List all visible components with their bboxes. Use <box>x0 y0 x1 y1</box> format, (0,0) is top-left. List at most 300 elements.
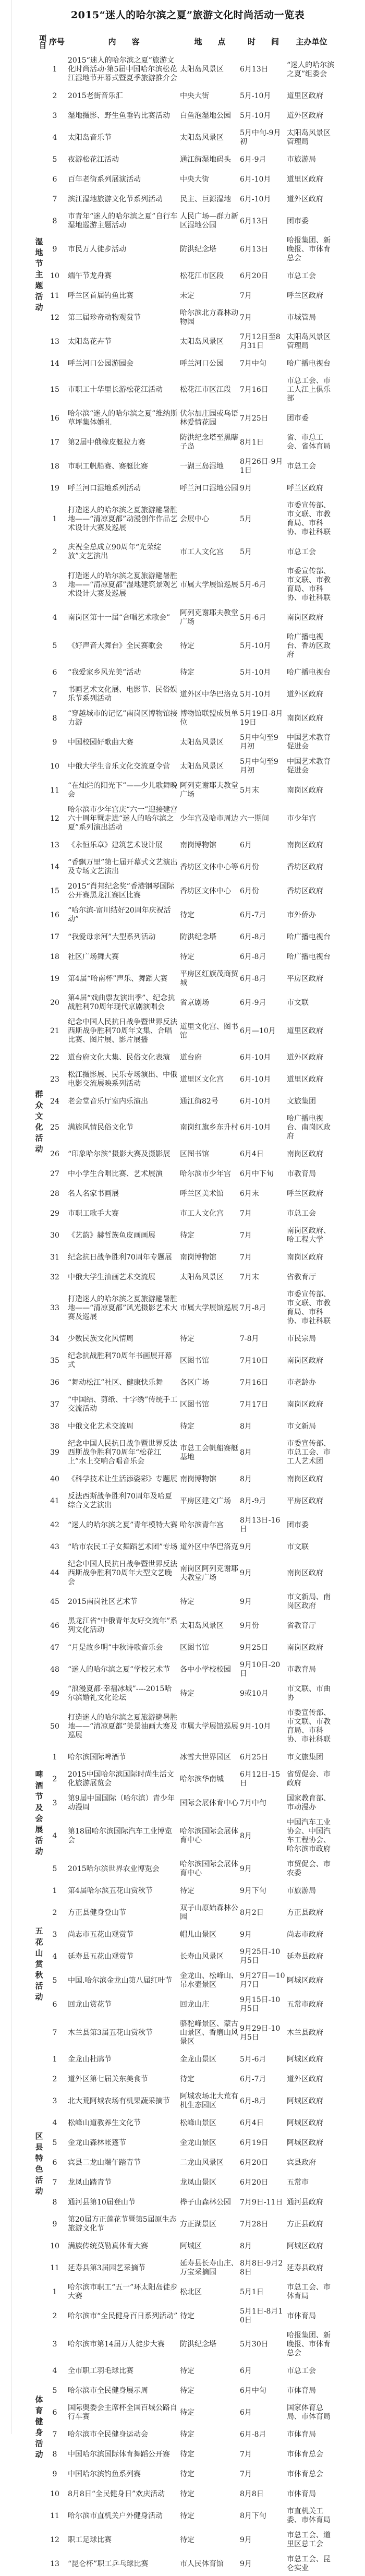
row-location: 龙凤山景区 <box>180 2178 216 2187</box>
row-time: 9月 <box>240 484 252 493</box>
row-number: 7 <box>52 2178 57 2187</box>
row-location: 哈尔滨北方森林动物园 <box>180 309 238 326</box>
table-row <box>31 1815 336 1857</box>
row-content: 第4届哈尔滨五花山赏秋节 <box>68 1886 153 1895</box>
row-location: 呼兰区美术馆 <box>180 1189 224 1198</box>
table-row <box>31 1706 336 1747</box>
row-location: 南岗区阿列克谢耶夫教堂广场 <box>180 1564 238 1582</box>
row-organizer: 道外区政府 <box>287 1053 323 1062</box>
row-location: 太阳岛风景区 <box>180 738 224 747</box>
row-location: 待定 <box>180 2535 194 2544</box>
row-number: 4 <box>52 2118 57 2127</box>
row-location: 哈尔滨市少年宫 <box>180 1169 231 1178</box>
row-organizer: 南岗区政府 <box>287 1253 323 1262</box>
row-location: 呼兰河口公园 <box>180 359 224 368</box>
table-row <box>31 2173 336 2192</box>
row-location: 太阳岛风景区 <box>180 337 224 346</box>
row-organizer: 阿城区政府 <box>287 2138 323 2147</box>
row-time: 6月-10月 <box>240 1075 271 1084</box>
row-location: 待定 <box>180 2511 194 2520</box>
row-time: 7月25日 <box>240 414 269 423</box>
section-category-label: 湿地节主题活动 <box>34 237 44 314</box>
row-organizer: 哈广播电视台 <box>287 952 331 961</box>
row-location: 区图书馆 <box>180 1400 209 1409</box>
table-row <box>31 1015 336 1048</box>
row-time: 9或10月 <box>240 1689 269 1698</box>
row-location: 待定 <box>180 1597 194 1606</box>
row-content: 中国哈尔滨钓鱼系列赛 <box>68 2470 141 2478</box>
table-row <box>31 730 336 754</box>
row-content: 中国.哈尔滨金龙山第八届红叶节 <box>68 1976 173 1985</box>
table-row <box>31 1111 336 1144</box>
row-location: 道里文化宫、图书馆 <box>180 1022 238 1040</box>
table-row <box>31 991 336 1015</box>
row-organizer: 中国艺术教育促进会 <box>287 758 331 775</box>
row-location: 香坊区文体中心 <box>180 886 231 895</box>
row-location: 待定 <box>180 910 194 919</box>
row-location: 各中小学校校园 <box>180 1665 231 1674</box>
row-content: 中俄大学生油画艺术交流展 <box>68 1273 155 1281</box>
table-row <box>31 630 336 663</box>
row-organizer: 呼兰区政府 <box>287 291 323 300</box>
row-time: 9月 <box>240 1569 252 1577</box>
row-number: 36 <box>50 1378 59 1387</box>
row-time: 7月末 <box>240 1273 259 1281</box>
row-organizer: 呼兰区政府 <box>287 1189 323 1198</box>
row-location: 太阳岛风景区 <box>180 1621 224 1630</box>
row-time: 7月28日 <box>240 2220 269 2228</box>
table-row <box>31 606 336 630</box>
table-row <box>31 564 336 606</box>
row-location: 阿城区 <box>180 2242 202 2250</box>
table-row <box>31 778 336 802</box>
table-row <box>31 1901 336 1925</box>
row-time: 6月-10月 <box>240 1123 271 1132</box>
row-content: 纪念中国人民抗日战争暨世界反法西斯战争胜利70周年“松花江上”水上交响合唱音乐会 <box>68 1440 177 1466</box>
row-time: 8月8日-9月28日 <box>240 2259 283 2277</box>
table-row <box>31 2050 336 2069</box>
row-organizer: 市总工会 <box>287 547 316 556</box>
table-row <box>31 86 336 106</box>
table-row <box>31 2504 336 2528</box>
table-row <box>31 682 336 706</box>
row-location: 一湖三岛湿地 <box>180 462 224 471</box>
row-number: 4 <box>52 1952 57 1961</box>
row-content: 书画艺术文化展、电影节、民俗娱乐节系列活动 <box>68 686 177 703</box>
row-time: 7月中旬 <box>240 359 266 368</box>
row-time: 5月 <box>240 547 252 556</box>
row-organizer: 道里区政府 <box>287 91 323 100</box>
row-content: 回龙山赏花节 <box>68 2000 112 2009</box>
table-row <box>31 967 336 991</box>
row-location: 南岗博物馆 <box>180 841 216 849</box>
row-number: 5 <box>52 155 57 164</box>
row-location: 道外区中华巴洛克 <box>180 690 238 699</box>
row-organizer: 团市委 <box>287 414 309 423</box>
row-number: 46 <box>50 1621 59 1630</box>
row-number: 16 <box>50 414 59 423</box>
row-organizer: 市城管局 <box>287 313 316 322</box>
row-time: 6月13日 <box>240 65 269 74</box>
row-number: 4 <box>52 2366 57 2375</box>
row-organizer: 哈广播电视台、南岗区政府 <box>287 1115 331 1141</box>
table-row <box>31 1682 336 1706</box>
row-number: 34 <box>50 1334 59 1343</box>
row-location: 待定 <box>180 2489 194 2498</box>
row-content: 打造迷人的哈尔滨之夏旅游避暑胜地——“清凉夏都”动漫创作作品艺术设计大赛及巡展 <box>68 506 178 532</box>
table-row <box>31 2017 336 2050</box>
row-number: 38 <box>50 1422 59 1431</box>
row-location: 帽儿山景区 <box>180 1930 216 1939</box>
table-row <box>31 53 336 86</box>
row-location: 市属大学展馆巡展 <box>180 1303 238 1312</box>
row-number: 15 <box>50 886 59 895</box>
row-number: 13 <box>50 2559 59 2568</box>
table-row <box>31 286 336 306</box>
row-number: 2 <box>52 1908 57 1917</box>
row-content: 呼兰河口湿地系列活动 <box>68 484 141 493</box>
row-organizer: 市旅游局 <box>287 1886 316 1895</box>
row-time: 9月25日 <box>240 1643 269 1652</box>
row-content: 宾县二龙山端午踏青节 <box>68 2158 141 2167</box>
row-organizer: 道里区政府 <box>287 175 323 184</box>
row-number: 1 <box>52 65 57 74</box>
row-content: 市青年“迷人的哈尔滨之夏”自行车湿地巡游主题活动 <box>68 212 178 230</box>
row-number: 24 <box>50 1097 59 1106</box>
row-number: 1 <box>52 2055 57 2064</box>
row-location: 松北区 <box>180 2287 202 2296</box>
row-number: 9 <box>52 738 57 747</box>
table-row <box>31 454 336 478</box>
row-content: 延寿县第3届园艺采摘节 <box>68 2263 145 2272</box>
row-time: 6月-9月 <box>240 155 266 164</box>
row-location: 道台府 <box>180 1053 202 1062</box>
row-number: 9 <box>52 245 57 254</box>
row-number: 12 <box>50 2535 59 2544</box>
row-time: 8月 <box>240 1475 252 1483</box>
row-organizer: 市总工会、市体育局 <box>287 2283 331 2301</box>
row-time: 9月27日—10月7日 <box>240 1972 285 1989</box>
row-number: 20 <box>50 998 59 1007</box>
row-time: 8月13日-16日 <box>240 1516 281 1533</box>
row-time: 6月12日-15日 <box>240 1770 281 1788</box>
row-organizer: 道外区政府 <box>287 2075 323 2083</box>
row-organizer: 太阳岛风景区管理局 <box>287 129 331 146</box>
header-no: 序号 <box>48 37 65 46</box>
row-location: 待定 <box>180 1231 194 1240</box>
table-row <box>31 2089 336 2113</box>
row-time: 6月25日 <box>240 1753 269 1762</box>
table-row <box>31 106 336 126</box>
table-row <box>31 2069 336 2089</box>
table-row <box>31 1489 336 1513</box>
row-content: 道外区第七届关东美食节 <box>68 2075 148 2083</box>
row-number: 23 <box>50 1075 59 1084</box>
row-content: 通河县第10届登山节 <box>68 2198 136 2207</box>
row-number: 28 <box>50 1189 59 1198</box>
row-organizer: 尚志市政府 <box>287 1930 323 1939</box>
row-number: 5 <box>52 642 57 650</box>
row-organizer: 市文联 <box>287 998 309 1007</box>
row-number: 39 <box>50 1448 59 1457</box>
row-location: 回龙山庄 <box>180 2000 209 2009</box>
row-number: 9 <box>52 2220 57 2228</box>
row-organizer: 市文联、市曲协 <box>287 1685 331 1702</box>
row-number: 8 <box>52 714 57 723</box>
row-location: 阿列克谢耶夫教堂广场 <box>180 782 238 799</box>
row-time: 8月26日-9月1日 <box>240 458 283 475</box>
row-content: “我爱家乡风光美”活动 <box>68 668 141 677</box>
row-time: 5月1日 <box>240 2287 264 2296</box>
row-number: 3 <box>52 1930 57 1939</box>
row-location: 人民广场—群力新区湿地公园 <box>180 212 238 230</box>
table-row <box>31 927 336 947</box>
table-row <box>31 2464 336 2484</box>
row-number: 10 <box>50 2242 59 2250</box>
row-number: 25 <box>50 1123 59 1132</box>
row-location: 平房区建文广场 <box>180 1496 231 1505</box>
row-content: 哈尔滨市全民健身运动会 <box>68 2430 148 2439</box>
row-location: 松花江市区江段 <box>180 386 231 394</box>
row-number: 2 <box>52 91 57 100</box>
row-organizer: 市外侨办 <box>287 910 316 919</box>
row-time: 6月中下旬 <box>240 1169 274 1178</box>
row-time: 5月 <box>240 514 252 523</box>
row-number: 7 <box>52 690 57 699</box>
row-time: 8月 <box>240 1831 252 1840</box>
row-location: 市属大学展馆巡展 <box>180 1722 238 1731</box>
row-number: 1 <box>52 514 57 523</box>
row-location: 防洪纪念塔 <box>180 932 216 941</box>
row-number: 16 <box>50 910 59 919</box>
row-content: 全市职工羽毛球比赛 <box>68 2366 133 2375</box>
row-number: 27 <box>50 1169 59 1178</box>
row-time: 5月中旬至9月初 <box>240 758 278 775</box>
row-number: 2 <box>52 2311 57 2320</box>
row-time: 6月-10月 <box>240 1053 271 1062</box>
table-row <box>31 2236 336 2256</box>
table-row <box>31 1945 336 1969</box>
table-row <box>31 406 336 430</box>
row-organizer: 香坊区政府 <box>287 862 323 871</box>
row-location: 平房区红旗茂商贸城 <box>180 970 238 987</box>
row-location: 哈尔滨华南城 <box>180 1775 224 1783</box>
row-number: 2 <box>52 1775 57 1783</box>
row-organizer: 香坊区政府 <box>287 886 323 895</box>
table-row <box>31 1248 336 1267</box>
row-location: 中央大街 <box>180 175 209 184</box>
row-organizer: 道外区政府 <box>287 111 323 120</box>
row-content: 金龙山森林帐篷节 <box>68 2138 126 2147</box>
row-time: 9月 <box>240 1864 252 1873</box>
table-row <box>31 855 336 879</box>
table-row <box>31 209 336 233</box>
row-content: 延寿县五花山观赏节 <box>68 1952 133 1961</box>
row-content: 纪念抗战胜利70周年书画展开幕式 <box>68 1352 172 1369</box>
row-organizer: 通河县政府 <box>287 2198 323 2207</box>
row-content: 百年老街系列展演活动 <box>68 175 141 184</box>
row-number: 49 <box>50 1689 59 1698</box>
row-number: 3 <box>52 2096 57 2105</box>
row-organizer: 市总工会、道里区总工会 <box>287 2531 331 2548</box>
row-organizer: 市文旅集团 <box>287 1753 323 1762</box>
row-number: 6 <box>52 175 57 184</box>
row-content: 呼兰河口公园游园会 <box>68 359 133 368</box>
row-time: 9月15日-10月5日 <box>240 1996 281 2013</box>
row-time: 8月 <box>240 2242 252 2250</box>
row-content: 《艺韵》赫哲族鱼皮画画展 <box>68 1231 155 1240</box>
row-number: 40 <box>50 1475 59 1483</box>
table-row <box>31 189 336 209</box>
row-number: 2 <box>52 547 57 556</box>
row-location: 市工人文化宫 <box>180 547 224 556</box>
row-organizer: 市体育局 <box>287 2489 316 2498</box>
row-organizer: 阿城区政府 <box>287 1976 323 1985</box>
row-number: 12 <box>50 814 59 823</box>
table-row <box>31 2445 336 2464</box>
row-content: 《好声音大舞台》全民赛歌会 <box>68 642 163 650</box>
row-time: 7月中旬 <box>240 1799 266 1807</box>
row-location: 博物馆联盟成员单位 <box>180 710 238 727</box>
row-time: 7月17日 <box>240 1400 269 1409</box>
row-content: 中小学生合唱比赛、艺术展演 <box>68 1169 163 1178</box>
row-time: 6月-8月 <box>240 2096 266 2105</box>
row-organizer: 南岗区政府 <box>287 1356 323 1365</box>
row-content: 满族风情民俗文化节 <box>68 1123 133 1132</box>
header-time: 时 间 <box>247 37 279 46</box>
row-number: 47 <box>50 1643 59 1652</box>
row-organizer: 市体育总会 <box>287 2470 323 2478</box>
row-location: 呼兰河口湿地公园 <box>180 484 238 493</box>
row-time: 8月下旬 <box>240 2511 266 2520</box>
row-organizer: 宾县政府 <box>287 2158 316 2167</box>
row-content: 太阳岛花卉节 <box>68 337 112 346</box>
row-location: 省京剧场 <box>180 998 209 1007</box>
row-organizer: 呼兰区政府 <box>287 484 323 493</box>
row-number: 33 <box>50 1303 59 1312</box>
row-organizer: 南岗区政府 <box>287 1569 323 1577</box>
row-content: 第2届中俄橡皮艇拉力赛 <box>68 438 145 447</box>
row-content: 端午节龙舟赛 <box>68 271 112 280</box>
row-organizer: 中国艺术教育促进会 <box>287 734 331 751</box>
table-row <box>31 126 336 150</box>
row-location: 哈尔滨青年宫 <box>180 1520 224 1529</box>
row-content: 哈尔滨市全民健身展示周 <box>68 2386 148 2395</box>
row-content: 第9届中国国际（哈尔滨）青少年动漫周 <box>68 1794 175 1812</box>
row-organizer: 道外区政府 <box>287 690 323 699</box>
row-location: 道里区文化宫 <box>180 1075 224 1084</box>
row-content: 打造迷人的哈尔滨之夏旅游避暑胜地——“清凉夏都”美景油画大赛及巡展 <box>68 1713 178 1740</box>
row-number: 15 <box>50 386 59 394</box>
section-category-label: 体育健身活动 <box>34 2395 44 2461</box>
row-organizer: 市委宣传部、市总工会、市工人艺术团 <box>287 1440 331 1466</box>
row-number: 4 <box>52 1831 57 1840</box>
row-time: 6月中旬 <box>240 2386 266 2395</box>
row-organizer: 哈广播电视台 <box>287 932 331 941</box>
row-content: 市职工帆船赛、赛艇比赛 <box>68 462 148 471</box>
row-organizer: “迷人的哈尔滨之夏”组委会 <box>287 61 335 78</box>
row-number: 1 <box>52 1886 57 1895</box>
row-time: 6月13日 <box>240 245 269 254</box>
row-location: 方正湖景区 <box>180 2220 216 2228</box>
row-organizer: 团市委 <box>287 1520 309 1529</box>
row-location: 伏尔加庄园或乌语林爱情花园 <box>180 410 238 427</box>
table-row <box>31 802 336 835</box>
row-time: 7月-8月 <box>240 1303 266 1312</box>
row-content: 纪念中国人民抗日战争暨世界反法西斯战争胜利70周年大型文艺晚会 <box>68 1560 177 1586</box>
row-location: 区图书馆 <box>180 1149 209 1158</box>
row-location: 防洪纪念塔至黑瞎子岛 <box>180 434 238 451</box>
row-organizer: 市贸促会、市农委 <box>287 1860 331 1877</box>
row-content: “浪漫夏都·幸福冰城”----2015哈尔滨婚礼文化论坛 <box>68 1685 172 1702</box>
row-time: 7月 <box>240 1253 252 1262</box>
table-row <box>31 2425 336 2445</box>
header-location: 地 点 <box>194 37 226 46</box>
row-content: 中国哈尔滨国际体育舞蹈公开赛 <box>68 2450 170 2459</box>
row-time: 6月-8月 <box>240 974 266 983</box>
row-content: 反法西斯战争胜利70周年及哈夏综合文艺演出 <box>68 1492 172 1509</box>
row-time: 6月-9月 <box>240 998 266 1007</box>
row-location: 双子山原始森林公园 <box>180 1904 238 1921</box>
row-location: 市总工会帆船赛艇基地 <box>180 1444 238 1461</box>
row-number: 10 <box>50 2489 59 2498</box>
row-time: 6月-8月 <box>240 2430 266 2439</box>
row-content: 中国校园好歌曲大赛 <box>68 738 133 747</box>
row-content: 方正县健身登山节 <box>68 1908 126 1917</box>
row-content: 国际奥委会主席杯全国百城公路自行车赛 <box>68 2404 177 2421</box>
table-row <box>31 430 336 454</box>
row-content: 市职工歌手大赛 <box>68 1209 119 1218</box>
row-location: 延寿县长寿山庄、万宝采摘园 <box>180 2259 238 2277</box>
row-location: 待定 <box>180 2470 194 2478</box>
row-number: 11 <box>50 786 59 795</box>
row-time: 7月 <box>240 1209 252 1218</box>
row-content: 北大荒阿城农场有机果蔬采摘节 <box>68 2096 170 2105</box>
row-time: 5月-6月 <box>240 580 266 589</box>
row-number: 13 <box>50 841 59 849</box>
row-organizer: 市体育局 <box>287 2430 316 2439</box>
row-location: 冰雪大世界园区 <box>180 1753 231 1762</box>
row-content: “迷人的哈尔滨之夏”青年模特大赛 <box>68 1520 178 1529</box>
row-organizer: 南岗区政府 <box>287 1400 323 1409</box>
table-row <box>31 1469 336 1489</box>
table-row <box>31 2256 336 2280</box>
table-row <box>31 1881 336 1901</box>
row-time: 5月30日 <box>240 2340 269 2349</box>
row-number: 8 <box>52 2450 57 2459</box>
row-number: 19 <box>50 974 59 983</box>
table-row <box>31 2401 336 2425</box>
row-organizer: 道里区政府 <box>287 1027 323 1035</box>
row-number: 5 <box>52 2138 57 2147</box>
row-organizer: 国家教育部、市动漫办 <box>287 1794 331 1812</box>
row-number: 7 <box>52 195 57 203</box>
row-location: 待定 <box>180 2430 194 2439</box>
row-organizer: 阿城区政府 <box>287 2242 323 2250</box>
row-organizer: 延寿县政府 <box>287 1952 323 1961</box>
row-organizer: 省教育厅 <box>287 1273 316 1281</box>
row-time: 9月10日-20日 <box>240 1661 281 1678</box>
table-row <box>31 498 336 540</box>
row-number: 44 <box>50 1569 59 1577</box>
table-row <box>31 2133 336 2153</box>
row-content: 第三届珍奇动物观赏节 <box>68 313 141 322</box>
table-row <box>31 1393 336 1417</box>
row-location: 香坊区文体中心等 <box>180 862 238 871</box>
section-category-label: 群众文化活动 <box>34 1090 44 1156</box>
table-row <box>31 1092 336 1111</box>
row-time: 7月 <box>240 313 252 322</box>
